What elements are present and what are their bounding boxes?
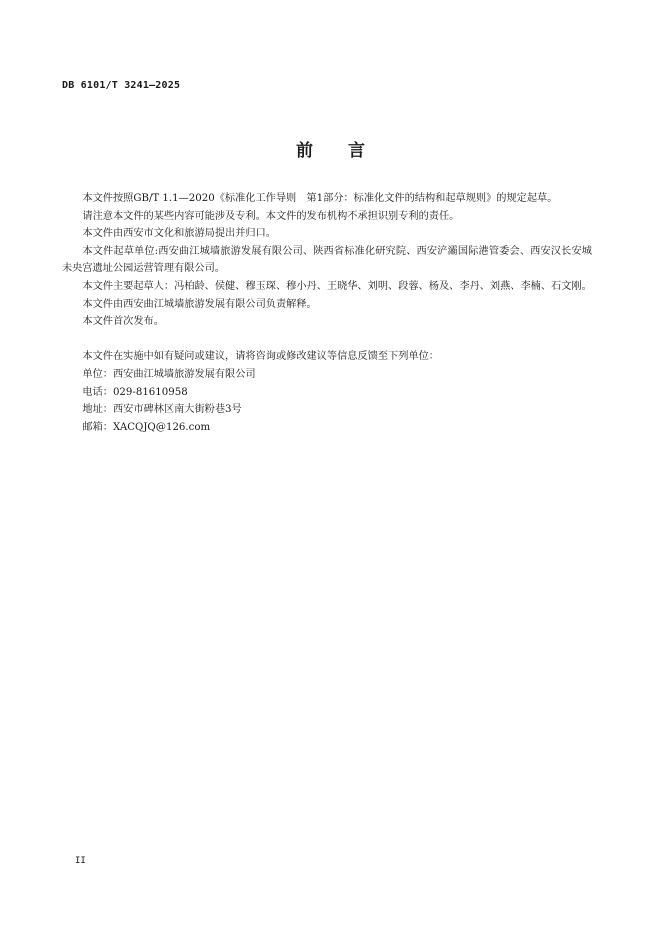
contact-unit: 单位：西安曲江城墙旅游发展有限公司: [82, 368, 256, 380]
contact-email: 邮箱：XACQJQ@126.com: [82, 421, 211, 433]
paragraph-drafters: 本文件主要起草人：冯柏龄、侯健、穆玉琛、穆小丹、王晓华、刘明、段蓉、杨及、李丹、刘燕、李楠、石文刚。: [82, 280, 592, 292]
paragraph-drafting-rules: 本文件按照GB/T 1.1—2020《标准化工作导则 第1部分：标准化文件的结构和起草规则》的规定起草。: [82, 193, 558, 204]
paragraph-drafting-units: 本文件起草单位:西安曲江城墙旅游发展有限公司、陕西省标准化研究院、西安浐灞国际港管委会、西安汉长安城未央宫遗址公园运营管理有限公司。: [62, 245, 592, 275]
contact-phone: 电话：029-81610958: [82, 386, 188, 398]
title-char-1: 前: [296, 141, 314, 161]
title-char-2: 言: [348, 141, 366, 161]
paragraph-proposer: 本文件由西安市文化和旅游局提出并归口。: [82, 228, 276, 240]
standard-code: DB 6101/T 3241—2025: [62, 80, 181, 91]
foreword-body: [62, 190, 592, 436]
paragraph-first-release: 本文件首次发布。: [82, 316, 164, 328]
contact-intro: 本文件在实施中如有疑问或建议，请将咨询或修改建议等信息反馈至下列单位：: [82, 351, 439, 363]
page-title: [0, 136, 662, 161]
paragraph-patent-notice: 请注意本文件的某些内容可能涉及专利。本文件的发布机构不承担识别专利的责任。: [82, 210, 460, 222]
section-spacer: [62, 331, 592, 349]
paragraph-interpretation: 本文件由西安曲江城墙旅游发展有限公司负责解释。: [82, 298, 317, 310]
page-number: II: [75, 856, 86, 866]
contact-address: 地址：西安市碑林区南大街粉巷3号: [82, 404, 242, 416]
